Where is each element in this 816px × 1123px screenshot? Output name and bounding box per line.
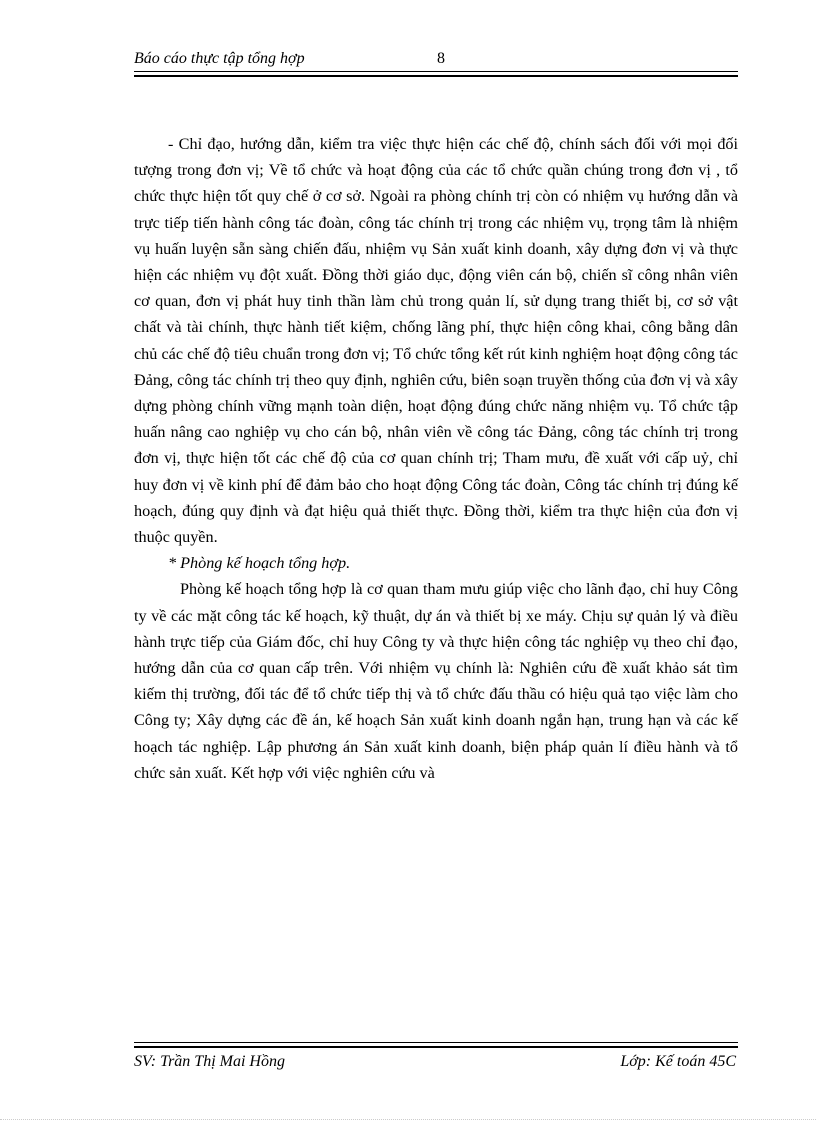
footer-rule-top <box>134 1042 738 1043</box>
paragraph-political-dept: - Chỉ đạo, hướng dẫn, kiểm tra việc thực hiện các chế độ, chính sách đối với mọi đối tượng trong đơn vị; Về tổ chức và hoạt động của các tổ chức quần chúng trong đơn vị , tổ chức thực hiện tốt quy chế ở cơ sở. Ngoài ra phòng chính trị còn có nhiệm vụ hướng dẫn và trực tiếp tiến hành công tác đoàn, công tác chính trị trong các nhiệm vụ, trọng tâm là nhiệm vụ huấn luyện sẵn sàng chiến đấu, nhiệm vụ Sản xuất kinh doanh, xây dựng đơn vị và thực hiện các nhiệm vụ đột xuất. Đồng thời giáo dục, động viên cán bộ, chiến sĩ công nhân viên cơ quan, đơn vị phát huy tinh thần làm chủ trong quản lí, sử dụng trang thiết bị, cơ sở vật chất và tài chính, thực hành tiết kiệm, chống lãng phí, thực hiện công khai, công bằng dân chủ các chế độ tiêu chuẩn trong đơn vị; Tổ chức tổng kết rút kinh nghiệm hoạt động công tác Đảng, công tác chính trị theo quy định, nghiên cứu, biên soạn truyền thống của đơn vị và xây dựng phòng chính vững mạnh toàn diện, hoạt động đúng chức năng nhiệm vụ. Tổ chức tập huấn nâng cao nghiệp vụ cho cán bộ, nhân viên về công tác Đảng, công tác chính trị trong đơn vị, thực hiện tốt các chế độ của cơ quan chính trị; Tham mưu, đề xuất với cấp uỷ, chỉ huy đơn vị về kinh phí để đảm bảo cho hoạt động Công tác đoàn, Công tác chính trị đúng kế hoạch, đúng quy định và đạt hiệu quả thiết thực. Đồng thời, kiểm tra thực hiện của đơn vị thuộc quyền. <box>134 135 738 547</box>
header-rule-bottom <box>134 75 738 77</box>
page-footer <box>134 1053 738 1075</box>
footer-rule-bottom <box>134 1046 738 1048</box>
section-heading-planning: * Phòng kế hoạch tổng hợp. <box>168 554 351 573</box>
paragraph-planning-dept: Phòng kế hoạch tổng hợp là cơ quan tham mưu giúp việc cho lãnh đạo, chỉ huy Công ty về các mặt công tác kế hoạch, kỹ thuật, dự án và thiết bị xe máy. Chịu sự quản lý và điều hành trực tiếp của Giám đốc, chỉ huy Công ty và thực hiện công tác nghiệp vụ theo chỉ đạo, hướng dẫn của cơ quan cấp trên. Với nhiệm vụ chính là: Nghiên cứu đề xuất khảo sát tìm kiếm thị trường, đối tác để tổ chức tiếp thị và tổ chức đấu thầu có hiệu quả tạo việc làm cho Công ty; Xây dựng các đề án, kế hoạch Sản xuất kinh doanh ngắn hạn, trung hạn và các kế hoạch tác nghiệp. Lập phương án Sản xuất kinh doanh, biện pháp quản lí điều hành và tổ chức sản xuất. Kết hợp với việc nghiên cứu và <box>134 580 738 782</box>
footer-student: SV: Trần Thị Mai Hồng <box>134 1053 285 1070</box>
page-bottom-divider <box>0 1119 816 1120</box>
footer-class: Lớp: Kế toán 45C <box>620 1053 736 1070</box>
header-rule-top <box>134 71 738 72</box>
page-header <box>134 48 738 70</box>
page-number: 8 <box>437 50 445 67</box>
header-title: Báo cáo thực tập tổng hợp <box>134 50 305 67</box>
document-body <box>134 131 738 786</box>
